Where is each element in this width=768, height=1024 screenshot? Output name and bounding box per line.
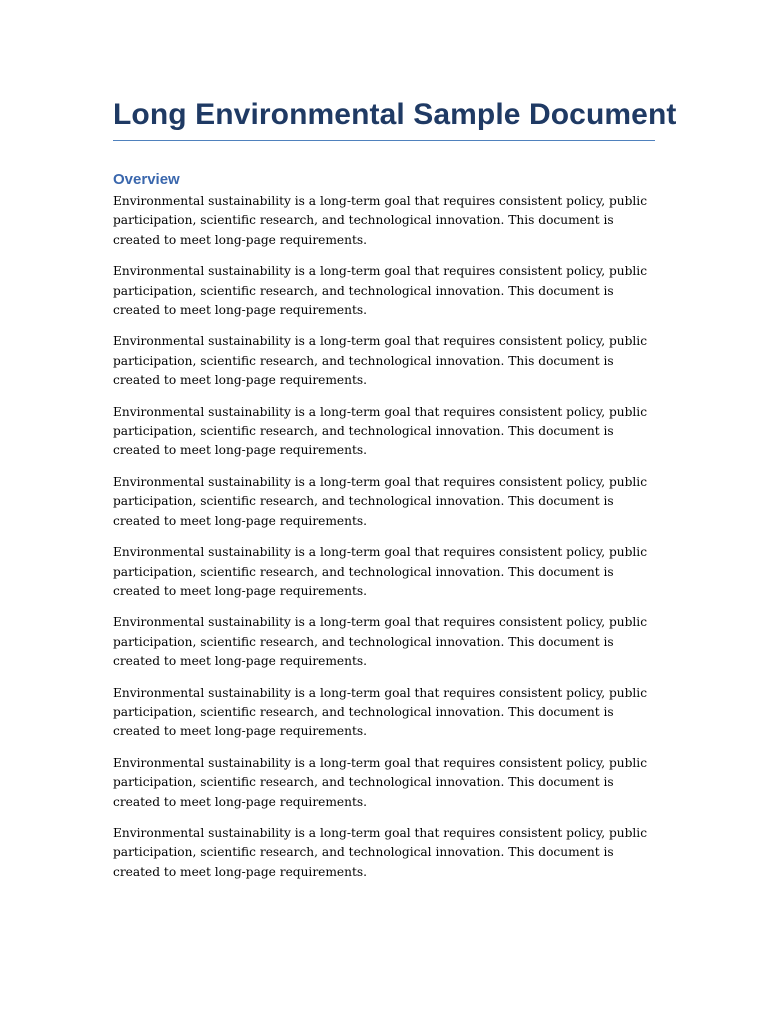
section-body xyxy=(113,192,655,882)
paragraph: Environmental sustainability is a long-term goal that requires consistent policy, public participation, scientific research, and technological innovation. This document is created to meet long-page requirements. xyxy=(113,825,648,879)
paragraph: Environmental sustainability is a long-term goal that requires consistent policy, public participation, scientific research, and technological innovation. This document is created to meet long-page requirements. xyxy=(113,404,648,458)
paragraph: Environmental sustainability is a long-term goal that requires consistent policy, public participation, scientific research, and technological innovation. This document is created to meet long-page requirements. xyxy=(113,194,648,247)
document-title: Long Environmental Sample Document xyxy=(113,96,655,141)
paragraph: Environmental sustainability is a long-term goal that requires consistent policy, public participation, scientific research, and technological innovation. This document is created to meet long-page requirements. xyxy=(113,334,648,388)
paragraph: Environmental sustainability is a long-term goal that requires consistent policy, public participation, scientific research, and technological innovation. This document is created to meet long-page requirements. xyxy=(113,264,648,318)
paragraph: Environmental sustainability is a long-term goal that requires consistent policy, public participation, scientific research, and technological innovation. This document is created to meet long-page requirements. xyxy=(113,685,648,739)
paragraph: Environmental sustainability is a long-term goal that requires consistent policy, public participation, scientific research, and technological innovation. This document is created to meet long-page requirements. xyxy=(113,545,648,598)
document-page xyxy=(113,96,677,894)
paragraph: Environmental sustainability is a long-term goal that requires consistent policy, public participation, scientific research, and technological innovation. This document is created to meet long-page requirements. xyxy=(113,755,648,809)
section-heading-overview: Overview xyxy=(113,171,180,188)
paragraph: Environmental sustainability is a long-term goal that requires consistent policy, public participation, scientific research, and technological innovation. This document is created to meet long-page requirements. xyxy=(113,474,648,528)
paragraph: Environmental sustainability is a long-term goal that requires consistent policy, public participation, scientific research, and technological innovation. This document is created to meet long-page requirements. xyxy=(113,615,648,669)
